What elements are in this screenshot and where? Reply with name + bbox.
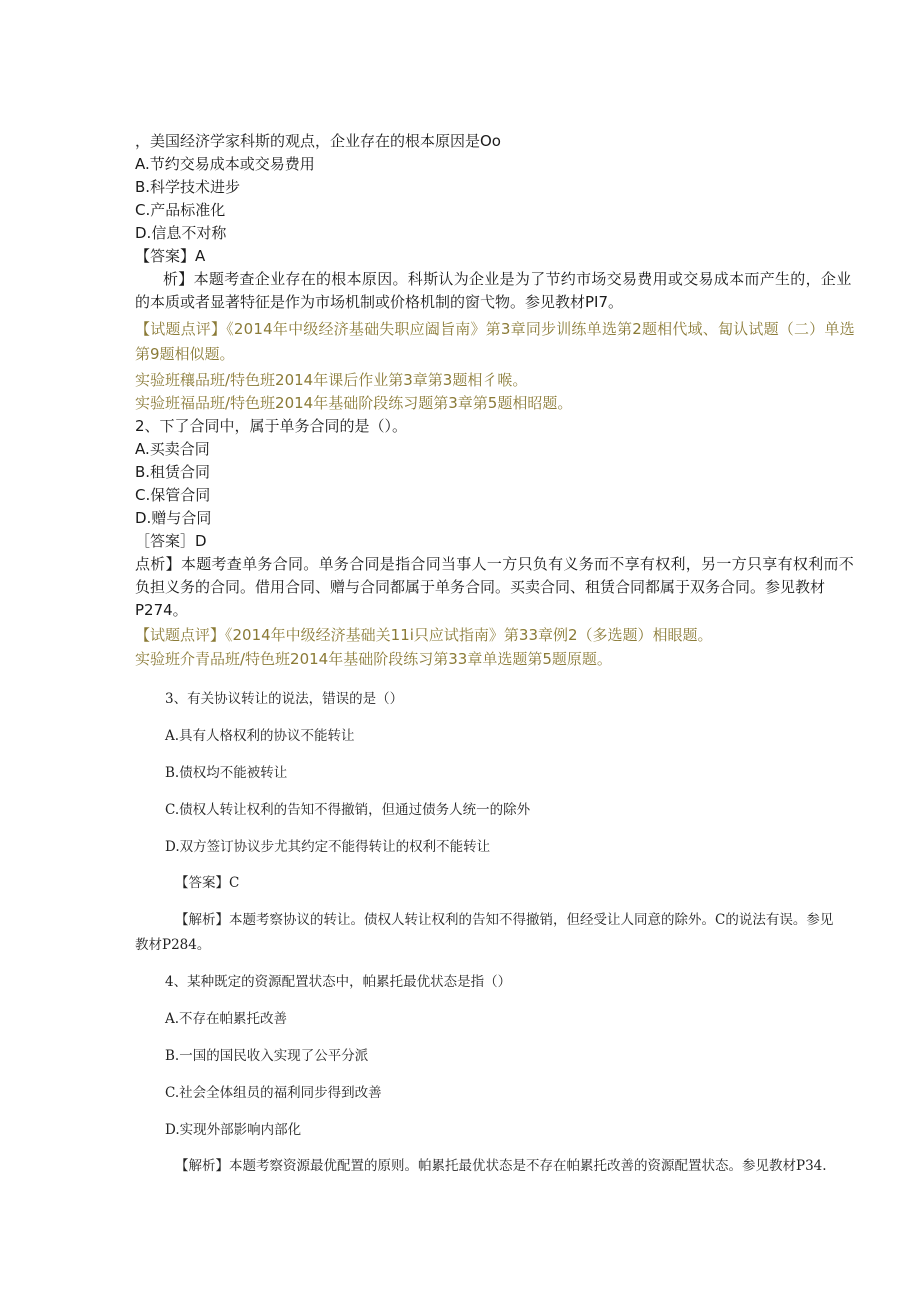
q2-note: 实验班介青品班/特色班2014年基础阶段练习第33章单选题第5题原题。: [135, 650, 612, 668]
q1-analysis-line-2: 的本质或者显著特征是作为市场机制或价格机制的窗弋物。参见教材PI7。: [135, 293, 624, 311]
q4-option-a: A.不存在帕累托改善: [165, 1011, 288, 1027]
q2-answer: ［答案］D: [135, 532, 207, 550]
q2-option-b: B.租赁合同: [135, 463, 211, 481]
q2-analysis-line-2: 负担义务的合同。借用合同、赠与合同都属于单务合同。买卖合同、租赁合同都属于双务合同。参见教材: [135, 578, 826, 596]
q1-analysis-line-1: 析】本题考查企业存在的根本原因。科斯认为企业是为了节约市场交易费用或交易成本而产生的，企业: [163, 270, 852, 288]
q4-option-c: C.社会全体组员的福利同步得到改善: [165, 1085, 382, 1101]
q2-option-a: A.买卖合同: [135, 440, 210, 458]
q3-answer: 【答案】C: [175, 875, 240, 891]
q2-option-c: C.保管合同: [135, 486, 211, 504]
q1-option-d: D.信息不对称: [135, 224, 227, 242]
q1-option-c: C.产品标准化: [135, 201, 226, 219]
q2-stem: 2、下了合同中，属于单务合同的是（）。: [135, 417, 408, 435]
q1-note-2: 实验班福品班/特色班2014年基础阶段练习题第3章第5题相昭题。: [135, 394, 573, 412]
q4-stem: 4、某种既定的资源配置状态中，帕累托最优状态是指（）: [165, 974, 512, 990]
q2-analysis-line-3: P274。: [135, 601, 188, 619]
q1-review-line-1: 【试题点评】《2014年中级经济基础失职应阖旨南》第3章同步训练单选第2题相代域、匐认试题（二）单选: [135, 320, 855, 338]
q1-option-b: B.科学技术进步: [135, 178, 241, 196]
q1-stem: ，美国经济学家科斯的观点，企业存在的根本原因是Oo: [135, 132, 501, 150]
q3-analysis-line-1: 【解析】本题考察协议的转让。债权人转让权利的告知不得撤销，但经受让人同意的除外。C的说法有误。参见: [175, 912, 834, 928]
q4-option-b: B.一国的国民收入实现了公平分派: [165, 1048, 369, 1064]
q1-answer: 【答案】A: [135, 247, 206, 265]
q1-option-a: A.节约交易成本或交易费用: [135, 155, 315, 173]
q3-option-a: A.具有人格权利的协议不能转让: [165, 728, 355, 744]
q4-option-d: D.实现外部影响内部化: [165, 1122, 302, 1138]
q3-stem: 3、有关协议转让的说法，错误的是（）: [165, 691, 404, 707]
q2-review: 【试题点评】《2014年中级经济基础关11i只应试指南》第33章例2（多选题）相眼题。: [135, 626, 713, 644]
q3-analysis-line-2: 教材P284。: [135, 937, 211, 953]
q2-analysis-line-1: 点析】本题考查单务合同。单务合同是指合同当事人一方只负有义务而不享有权利，另一方只享有权利而不: [135, 555, 855, 573]
q3-option-c: C.债权人转让权利的告知不得撤销，但通过债务人统一的除外: [165, 802, 531, 818]
q2-option-d: D.赠与合同: [135, 509, 212, 527]
q1-note-1: 实验班穰品班/特色班2014年课后作业第3章第3题相彳喉。: [135, 371, 528, 389]
q3-option-b: B.债权均不能被转让: [165, 765, 288, 781]
q3-option-d: D.双方签订协议步尤其约定不能得转让的权利不能转让: [165, 839, 491, 855]
q4-analysis: 【解析】本题考察资源最优配置的原则。帕累托最优状态是不存在帕累托改善的资源配置状态。参见教材P34.: [175, 1158, 827, 1174]
q1-review-line-2: 第9题相似题。: [135, 345, 235, 363]
